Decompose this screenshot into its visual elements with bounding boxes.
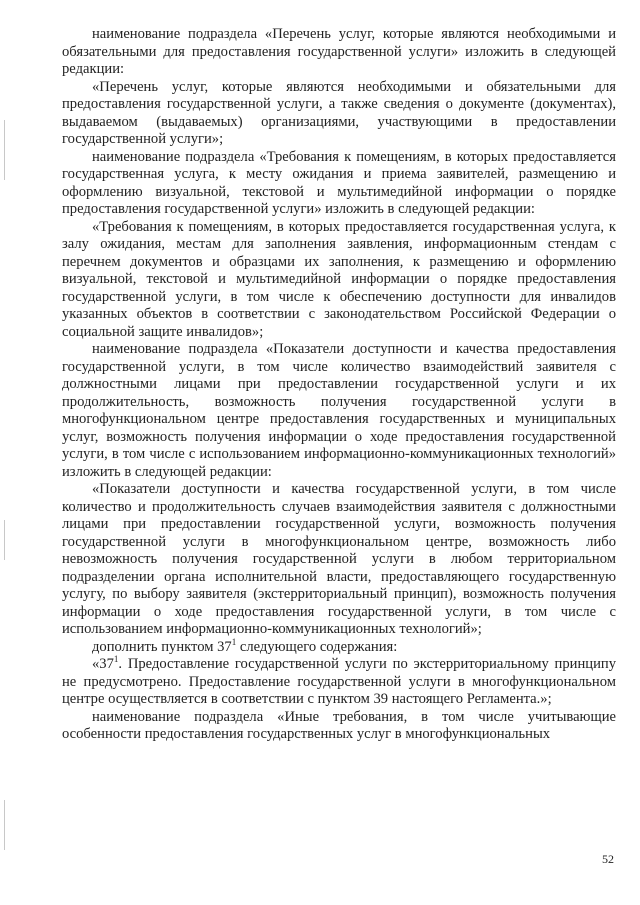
paragraph-accessibility-heading: наименование подраздела «Показатели доступности и качества предоставления государственной услуги, в том числе количество взаимодействий заявителя с должностными лицами при предоставлении государственной услуги и их продолжительность, возможность получения государственной услуги в многофункциональном центре предоставления государственных и муниципальных услуг, возможность получения информации о ходе предоставления государственной услуги, в том числе с использованием информационно-коммуникационных технологий» изложить в следующей редакции:: [62, 341, 616, 480]
paragraph-clause-371: [62, 656, 616, 709]
scan-edge-mark: [4, 120, 5, 180]
paragraph-accessibility-new-title: «Показатели доступности и качества государственной услуги, в том числе количество и продолжительность случаев взаимодействия заявителя с должностными лицами при предоставлении государственной услуги, возможность получения государственной услуги в многофункциональном центре, возможность либо невозможность получения государственной услуги в любом территориальном подразделении органа исполнительной власти, предоставляющего государственную услугу, по выбору заявителя (экстерриториальный принцип), возможность получения информации о ходе предоставления государственной услуги, в том числе с использованием информационно-коммуникационных технологий»;: [62, 481, 616, 637]
clause-text-before: дополнить пунктом 37: [92, 638, 232, 655]
clause-number-superscript: 1: [113, 654, 119, 665]
paragraph-premises-new-title: «Требования к помещениям, в которых предоставляется государственная услуга, к залу ожидания, местам для заполнения заявления, информационным стендам с перечнем документов и образцами их заполнения, к размещению и оформлению визуальной, текстовой и мультимедийной информации о порядке предоставления государственной услуги, в том числе к обеспечению доступности для инвалидов указанных объектов в соответствии с законодательством Российской Федерации о социальной защите инвалидов»;: [62, 218, 616, 340]
document-body: [62, 26, 616, 744]
paragraph-add-clause: [62, 636, 616, 657]
scan-edge-mark: [4, 520, 5, 560]
paragraph-subsection-list-heading: наименование подраздела «Перечень услуг, которые являются необходимыми и обязательными для предоставления государственной услуги» изложить в следующей редакции:: [62, 26, 616, 77]
paragraph-premises-heading: наименование подраздела «Требования к помещениям, в которых предоставляется государственная услуга, к месту ожидания и приема заявителей, размещению и оформлению визуальной, текстовой и мультимедийной информации о порядке предоставления государственной услуги» изложить в следующей редакции:: [62, 148, 616, 217]
scan-edge-mark: [4, 800, 5, 850]
paragraph-other-requirements-heading: наименование подраздела «Иные требования, в том числе учитывающие особенности предоставления государственных услуг в многофункциональных: [62, 708, 616, 742]
clause-body: . Предоставление государственной услуги по экстерриториальному принципу не предусмотрено. Предоставление государственной услуги в многофункциональном центре осуществляется в соответствии с пунктом 39 настоящего Регламента.»;: [62, 656, 616, 707]
paragraph-subsection-list-new-title: «Перечень услуг, которые являются необходимыми и обязательными для предоставления государственной услуги, а также сведения о документе (документах), выдаваемом (выдаваемых) организациями, участвующими в предоставлении государственной услуги»;: [62, 78, 616, 147]
clause-text-after: следующего содержания:: [236, 638, 398, 655]
clause-number: «37: [92, 656, 114, 672]
page-number: 52: [602, 852, 614, 866]
clause-superscript: 1: [231, 636, 237, 647]
